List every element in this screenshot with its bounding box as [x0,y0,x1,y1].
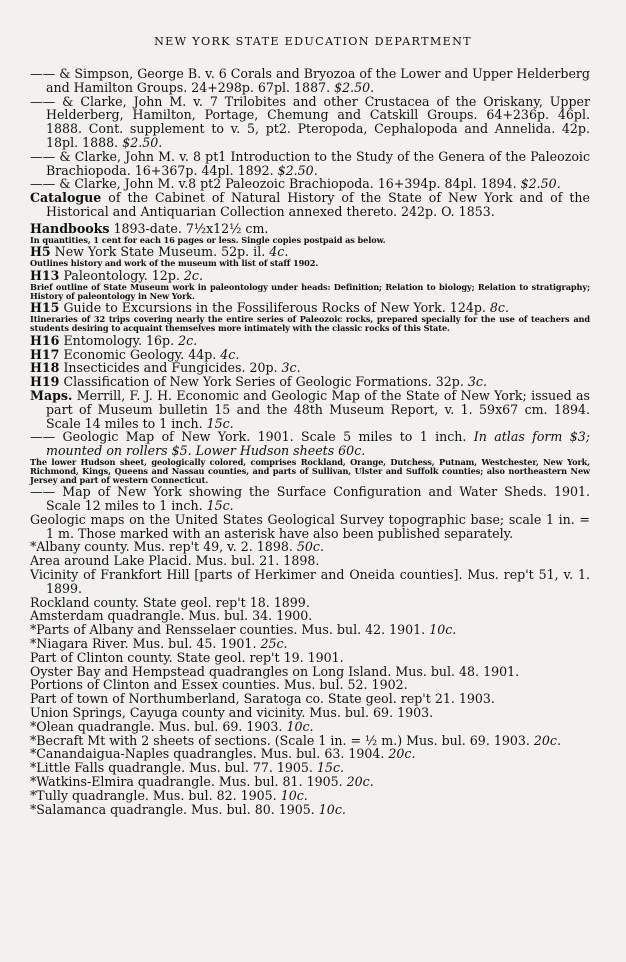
entry-text: Part of Clinton county. State geol. rep't 19. 1901. [30,649,344,665]
entry-heading: H5 [30,244,51,260]
entry-price: 10c. [286,718,314,734]
entry-text: *Albany county. Mus. rep't 49, v. 2. 1898. [30,539,297,555]
catalog-listing [30,67,590,816]
entry-text: —— & Simpson, George B. v. 6 Corals and Bryozoa of the Lower and Upper Helderberg and Hamilton Groups. 24+298p. 67pl. 1887. [30,66,590,95]
entry-text: Part of town of Northumberland, Saratoga co. State geol. rep't 21. 1903. [30,691,495,707]
entry-price: In atlas form $3; mounted on rollers $5. Lower Hudson sheets 60c. [46,429,590,459]
catalog-entry [30,540,590,554]
catalog-entry [30,301,590,315]
entry-text: Union Springs, Cayuga county and vicinity. Mus. bul. 69. 1903. [30,705,434,721]
entry-text: 1893-date. 7½x12½ cm. [109,220,269,236]
entry-price: 8c. [489,300,509,316]
entry-text: —— Geologic Map of New York. 1901. Scale 5 miles to 1 inch. [30,429,474,445]
entry-text: Guide to Excursions in the Fossiliferous Rocks of New York. 124p. [59,300,490,316]
catalog-entry [30,389,590,430]
entry-price: 2c. [183,267,203,283]
entry-price: 10c. [429,622,457,638]
catalog-entry [30,568,590,596]
entry-price: 2c. [178,332,198,348]
catalog-entry [30,803,590,817]
page-header: NEW YORK STATE EDUCATION DEPARTMENT [154,35,472,48]
catalog-entry [30,720,590,734]
entry-price: 15c. [316,760,345,776]
catalog-entry [30,430,590,458]
entry-price: 3c. [467,374,487,390]
catalog-entry [30,609,590,623]
entry-note: Itineraries of 32 trips covering nearly the entire series of Paleozoic rocks, prepared specially for the use of teachers and students desiring to acquaint themselves more intimately with the classic rocks of this State. [30,314,590,333]
entry-heading: H19 [30,374,60,390]
entry-text: *Watkins-Elmira quadrangle. Mus. bul. 81. 1905. [30,774,347,790]
entry-text: Rockland county. State geol. rep't 18. 1899. [30,594,310,610]
entry-text: *Parts of Albany and Rensselaer counties. Mus. bul. 42. 1901. [30,622,430,638]
entry-text: Amsterdam quadrangle. Mus. bul. 34. 1900. [30,608,313,624]
entry-price: 4c. [220,346,240,362]
entry-text: Insecticides and Fungicides. 20p. [59,360,282,376]
catalog-entry [30,375,590,389]
entry-text: —— & Clarke, John M. v. 8 pt1 Introduction to the Study of the Genera of the Paleozoic Brachiopoda. 16+367p. 44pl. 1892. [30,148,590,178]
catalog-entry [30,334,590,348]
entry-heading: H16 [30,332,60,348]
catalog-entry [30,747,590,761]
catalog-entry [30,361,590,375]
entry-text: *Little Falls quadrangle. Mus. bul. 77. 1905. [30,760,317,776]
entry-price: 20c. [388,746,416,762]
entry-price: 20c. [346,774,374,790]
entry-note: The lower Hudson sheet, geologically colored, comprises Rockland, Orange, Dutchess, Putnam, Westchester, New York, Richmond, Kings, Queens and Nassau counties, and parts of Sullivan, Ulster and Suffolk counties; also northeastern New Jersey and part of western Connecticut. [30,456,590,485]
entry-heading: H15 [30,300,60,316]
entry-text: —— Map of New York showing the Surface Configuration and Water Sheds. 1901. Scale 12 miles to 1 inch. [30,484,590,514]
catalog-entry [30,191,590,219]
entry-text: *Olean quadrangle. Mus. bul. 69. 1903. [30,718,287,734]
entry-text: Vicinity of Frankfort Hill [parts of Herkimer and Oneida counties]. Mus. rep't 51, v. 1. 1899. [30,567,590,596]
catalog-entry [30,95,590,150]
entry-text: New York State Museum. 52p. il. [50,244,270,260]
catalog-entry [30,150,590,178]
entry-note: Brief outline of State Museum work in paleontology under heads: Definition; Relation to biology; Relation to stratigraphy; History of paleontology in New York. [30,281,590,301]
entry-price: 10c. [280,787,308,803]
entry-text: *Salamanca quadrangle. Mus. bul. 80. 1905. [30,801,319,817]
catalog-entry [30,789,590,803]
entry-heading: H18 [30,360,60,376]
entry-text: Geologic maps on the United States Geological Survey topographic base; scale 1 in. = 1 m. Those marked with an asterisk have also been published separately. [30,511,590,541]
entry-heading: Handbooks [30,220,110,236]
catalog-entry [30,245,590,259]
entry-heading: H13 [30,267,60,283]
entry-price: 4c. [269,244,289,260]
entry-text: Oyster Bay and Hempstead quadrangles on Long Island. Mus. bul. 48. 1901. [30,663,520,679]
catalog-entry [30,348,590,362]
catalog-entry [30,665,590,679]
catalog-entry [30,554,590,568]
entry-note: In quantities, 1 cent for each 16 pages or less. Single copies postpaid as below. [30,234,386,245]
entry-price: 50c. [296,539,324,555]
catalog-entry [30,513,590,541]
catalog-entry [30,177,590,191]
entry-text: Portions of Clinton and Essex counties. Mus. bul. 52. 1902. [30,677,408,693]
entry-price: 25c. [260,636,288,652]
entry-text: Entomology. 16p. [59,332,179,348]
entry-heading: Maps. [30,387,73,403]
catalog-entry [30,623,590,637]
entry-text: *Canandaigua-Naples quadrangles. Mus. bul. 63. 1904. [30,746,389,762]
catalog-entry [30,651,590,665]
entry-price: 15c. [206,498,234,514]
entry-text: *Tully quadrangle. Mus. bul. 82. 1905. [30,787,281,803]
entry-text: *Niagara River. Mus. bul. 45. 1901. [30,636,261,652]
entry-price: 10c. [318,801,346,817]
catalog-entry [30,637,590,651]
entry-text: Classification of New York Series of Geologic Formations. 32p. [59,374,468,390]
entry-text: *Becraft Mt with 2 sheets of sections. (Scale 1 in. = ½ m.) Mus. bul. 69. 1903. [30,732,534,748]
entry-note: Outlines history and work of the museum with list of staff 1902. [30,258,319,269]
catalog-entry [30,775,590,789]
entry-price: 3c. [281,360,301,376]
entry-price: $2.50. [277,162,318,178]
entry-text: Economic Geology. 44p. [59,346,221,362]
entry-text: of the Cabinet of Natural History of the State of New York and of the Historical and Antiquarian Collection annexed thereto. 242p. O. 1853. [46,190,590,219]
entry-price: 20c. [533,732,561,748]
entry-text: Merrill, F. J. H. Economic and Geologic Map of the State of New York; issued as part of Museum bulletin 15 and the 48th Museum Report, v. 1. 59x67 cm. 1894. Scale 14 miles to 1 inch. [46,387,590,431]
entry-text: Paleontology. 12p. [59,267,184,283]
catalog-entry [30,222,590,236]
entry-heading: H17 [30,346,60,362]
catalog-entry [30,485,590,513]
entry-text: Area around Lake Placid. Mus. bul. 21. 1898. [30,553,320,569]
entry-price: $2.50. [122,134,163,150]
entry-price: $2.50. [334,79,375,95]
catalog-entry [30,596,590,610]
entry-price: 15c. [206,415,234,431]
entry-heading: Catalogue [30,190,102,206]
catalog-entry [30,706,590,720]
catalog-entry [30,761,590,775]
catalog-entry [30,692,590,706]
entry-text: —— & Clarke, John M. v.8 pt2 Paleozoic Brachiopoda. 16+394p. 84pl. 1894. [30,176,521,192]
catalog-entry [30,678,590,692]
catalog-entry [30,67,590,95]
catalog-entry [30,734,590,748]
entry-text: —— & Clarke, John M. v. 7 Trilobites and other Crustacea of the Oriskany, Upper Helderberg, Hamilton, Portage, Chemung and Catskill Groups. 64+236p. 46pl. 1888. Cont. supplement to v. 5, pt2. Pteropoda, Cephalopoda and Annelida. 42p. 18pl. 1888. [30,93,590,150]
catalog-entry [30,269,590,283]
entry-price: $2.50. [520,176,561,192]
